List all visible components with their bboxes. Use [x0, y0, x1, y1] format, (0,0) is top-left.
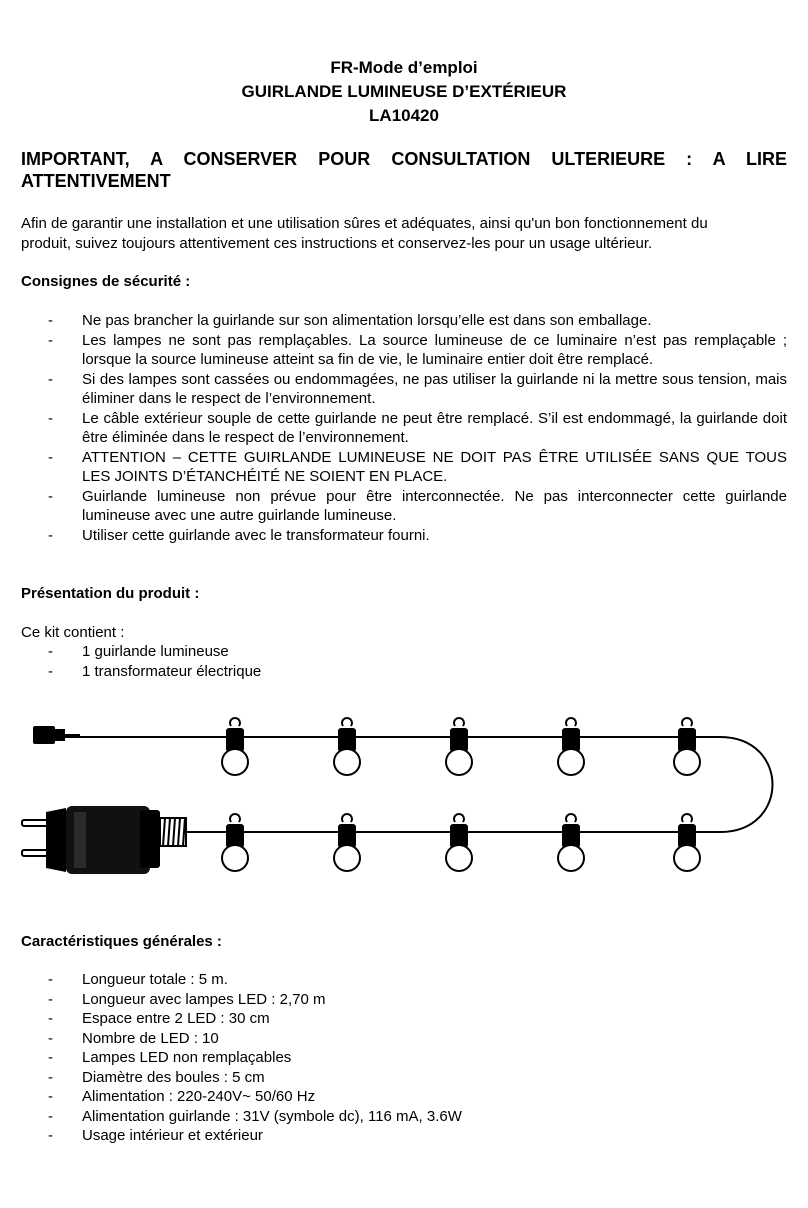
characteristic-item: - Usage intérieur et extérieur [21, 1126, 787, 1146]
characteristic-item: - Alimentation guirlande : 31V (symbole dc), 116 mA, 3.6W [21, 1107, 787, 1127]
kit-label: Ce kit contient : [21, 624, 125, 641]
characteristic-item: - Diamètre des boules : 5 cm [21, 1068, 787, 1088]
bulb-icon [334, 718, 360, 775]
bulb-icon [674, 718, 700, 775]
bulb-icon [446, 814, 472, 871]
safety-title: Consignes de sécurité : [21, 273, 191, 290]
safety-item: - Utiliser cette guirlande avec le transformateur fourni. [21, 526, 787, 546]
doc-title-language: FR-Mode d’emploi [330, 58, 478, 77]
kit-item: - 1 guirlande lumineuse [21, 642, 787, 662]
bulb-icon [558, 814, 584, 871]
intro-line2: produit, suivez toujours attentivement ces instructions et conservez-les pour un usage ultérieur. [21, 234, 653, 252]
characteristic-item: - Longueur avec lampes LED : 2,70 m [21, 990, 787, 1010]
characteristic-item: - Alimentation : 220-240V~ 50/60 Hz [21, 1087, 787, 1107]
doc-title-product: GUIRLANDE LUMINEUSE D’EXTÉRIEUR [241, 82, 567, 101]
safety-item: - ATTENTION – CETTE GUIRLANDE LUMINEUSE NE DOIT PAS ÊTRE UTILISÉE SANS QUE TOUS LES JOINTS D’ÉTANCHÉITÉ NE SOIENT EN PLACE. [21, 448, 787, 487]
bulb-icon [446, 718, 472, 775]
safety-item: - Ne pas brancher la guirlande sur son alimentation lorsqu’elle est dans son emballage. [21, 311, 787, 331]
important-heading-line2: ATTENTIVEMENT [21, 171, 171, 191]
characteristic-item: - Longueur totale : 5 m. [21, 970, 787, 990]
safety-item: - Les lampes ne sont pas remplaçables. La source lumineuse de ce luminaire n’est pas remplaçable ; lorsque la source lumineuse atteint sa fin de vie, le luminaire entier doit être remplacé. [21, 331, 787, 370]
kit-item: - 1 transformateur électrique [21, 662, 787, 682]
safety-item: - Le câble extérieur souple de cette guirlande ne peut être remplacé. S’il est endommagé, la guirlande doit être éliminée dans le respect de l’environnement. [21, 409, 787, 448]
characteristic-item: - Espace entre 2 LED : 30 cm [21, 1009, 787, 1029]
characteristic-item: - Lampes LED non remplaçables [21, 1048, 787, 1068]
bulb-icon [558, 718, 584, 775]
safety-item: - Guirlande lumineuse non prévue pour être interconnectée. Ne pas interconnecter cette guirlande lumineuse avec une autre guirlande lumineuse. [21, 487, 787, 526]
cable-connector-icon [33, 726, 80, 744]
characteristics-title: Caractéristiques générales : [21, 933, 222, 950]
presentation-title: Présentation du produit : [21, 585, 200, 602]
transformer-plug-icon [22, 806, 186, 874]
characteristic-item: - Nombre de LED : 10 [21, 1029, 787, 1049]
bulb-icon [222, 718, 248, 775]
bulb-icon [334, 814, 360, 871]
bulb-icon [674, 814, 700, 871]
important-heading-line1: IMPORTANT, A CONSERVER POUR CONSULTATION ULTERIEURE : A LIRE [21, 149, 787, 169]
safety-item: - Si des lampes sont cassées ou endommagées, ne pas utiliser la guirlande ni la mettre sous tension, mais éliminer dans le respect de l’environnement. [21, 370, 787, 409]
bulb-icon [222, 814, 248, 871]
doc-title-reference: LA10420 [369, 106, 439, 125]
intro-line1: Afin de garantir une installation et une utilisation sûres et adéquates, ainsi qu'un bon fonctionnement du [21, 215, 708, 232]
characteristics-list [21, 970, 787, 1146]
